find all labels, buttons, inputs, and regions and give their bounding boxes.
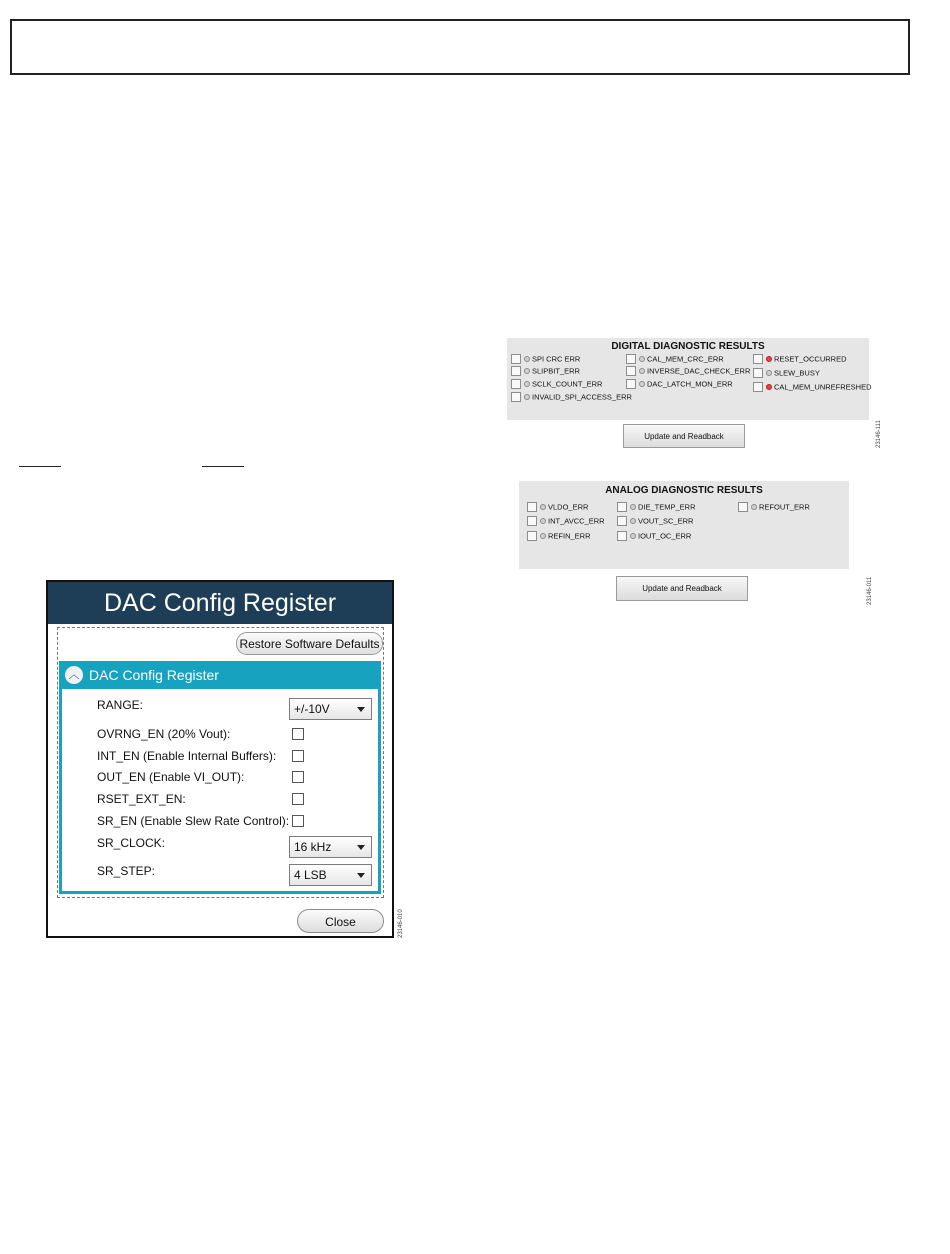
section-header[interactable] — [59, 661, 381, 689]
sr-step-select[interactable] — [289, 864, 372, 886]
overbar-line — [19, 466, 61, 467]
analog-update-readback-button[interactable]: Update and Readback — [616, 576, 748, 601]
status-led-icon — [540, 533, 546, 539]
status-led-icon — [540, 504, 546, 510]
out-en-checkbox[interactable] — [292, 771, 304, 783]
digital-diagnostics-panel — [507, 338, 872, 420]
analog-diagnostics-panel — [519, 481, 849, 569]
close-button[interactable]: Close — [297, 909, 384, 933]
range-value: +/-10V — [294, 702, 330, 716]
digital-diag-label: SLIPBIT_ERR — [532, 366, 580, 376]
status-led-icon — [639, 381, 645, 387]
config-section — [59, 661, 381, 894]
sr-clock-select[interactable] — [289, 836, 372, 858]
analog-diag-item — [738, 502, 810, 512]
digital-update-readback-button[interactable]: Update and Readback — [623, 424, 745, 448]
digital-diag-label: INVERSE_DAC_CHECK_ERR — [647, 366, 751, 376]
analog-diag-label: DIE_TEMP_ERR — [638, 502, 696, 512]
status-led-icon — [766, 384, 772, 390]
out-en-label: OUT_EN (Enable VI_OUT): — [97, 770, 245, 784]
digital-diag-item — [626, 354, 724, 364]
overbar-line — [202, 466, 244, 467]
digital-diag-checkbox[interactable] — [753, 382, 763, 392]
status-led-icon — [639, 356, 645, 362]
analog-diag-item — [617, 502, 696, 512]
status-led-icon — [630, 504, 636, 510]
status-led-icon — [524, 381, 530, 387]
dropdown-arrow-icon — [357, 845, 365, 850]
digital-diag-checkbox[interactable] — [511, 366, 521, 376]
digital-diag-label: CAL_MEM_CRC_ERR — [647, 354, 724, 364]
digital-diag-checkbox[interactable] — [511, 379, 521, 389]
ovrng-checkbox[interactable] — [292, 728, 304, 740]
analog-diag-checkbox[interactable] — [527, 516, 537, 526]
analog-diag-item — [527, 516, 605, 526]
digital-diag-item — [511, 392, 632, 402]
analog-diag-label: INT_AVCC_ERR — [548, 516, 605, 526]
analog-diag-checkbox[interactable] — [617, 531, 627, 541]
figure-id: 23146-111 — [876, 420, 882, 448]
analog-diag-label: IOUT_OC_ERR — [638, 531, 692, 541]
range-label: RANGE: — [97, 698, 144, 712]
digital-diag-item — [511, 366, 580, 376]
rset-checkbox[interactable] — [292, 793, 304, 805]
sr-en-checkbox[interactable] — [292, 815, 304, 827]
digital-diag-label: DAC_LATCH_MON_ERR — [647, 379, 733, 389]
analog-diag-checkbox[interactable] — [617, 502, 627, 512]
analog-diag-checkbox[interactable] — [617, 516, 627, 526]
analog-diag-label: REFIN_ERR — [548, 531, 591, 541]
status-led-icon — [524, 394, 530, 400]
sr-clock-value: 16 kHz — [294, 840, 332, 854]
analog-diag-label: VOUT_SC_ERR — [638, 516, 694, 526]
digital-diag-item — [626, 379, 733, 389]
digital-diag-item — [753, 382, 872, 392]
analog-diag-label: REFOUT_ERR — [759, 502, 810, 512]
status-led-icon — [524, 368, 530, 374]
digital-diag-label: SPI CRC ERR — [532, 354, 581, 364]
analog-diag-label: VLDO_ERR — [548, 502, 589, 512]
analog-diag-checkbox[interactable] — [738, 502, 748, 512]
digital-diag-checkbox[interactable] — [511, 354, 521, 364]
analog-diag-item — [617, 531, 691, 541]
sr-step-value: 4 LSB — [294, 868, 327, 882]
status-led-icon — [630, 518, 636, 524]
page-header-box — [10, 19, 910, 75]
digital-diag-label: RESET_OCCURRED — [774, 354, 847, 364]
figure-id: 23146-010 — [398, 909, 404, 938]
dialog-content — [57, 627, 384, 898]
sr-en-label: SR_EN (Enable Slew Rate Control): — [97, 814, 290, 828]
sr-step-label: SR_STEP: — [97, 864, 156, 878]
figure-id: 23146-011 — [867, 576, 873, 605]
status-led-icon — [766, 370, 772, 376]
dropdown-arrow-icon — [357, 707, 365, 712]
analog-diag-checkbox[interactable] — [527, 502, 537, 512]
restore-defaults-button[interactable]: Restore Software Defaults — [236, 632, 383, 655]
digital-diag-checkbox[interactable] — [626, 366, 636, 376]
section-title: DAC Config Register — [89, 667, 219, 683]
digital-diag-item — [753, 354, 847, 364]
digital-diag-checkbox[interactable] — [511, 392, 521, 402]
digital-diag-checkbox[interactable] — [753, 368, 763, 378]
ovrng-label: OVRNG_EN (20% Vout): — [97, 727, 231, 741]
digital-panel-title: DIGITAL DIAGNOSTIC RESULTS — [611, 341, 765, 352]
digital-diag-item — [511, 354, 580, 364]
status-led-icon — [751, 504, 757, 510]
digital-diag-label: INVALID_SPI_ACCESS_ERR — [532, 392, 632, 402]
analog-diag-checkbox[interactable] — [527, 531, 537, 541]
digital-diag-item — [626, 366, 750, 376]
digital-diag-label: CAL_MEM_UNREFRESHED — [774, 382, 872, 392]
dac-config-dialog — [46, 580, 394, 938]
int-en-label: INT_EN (Enable Internal Buffers): — [97, 749, 277, 763]
dropdown-arrow-icon — [357, 873, 365, 878]
digital-diag-item — [511, 379, 602, 389]
status-led-icon — [639, 368, 645, 374]
digital-diag-label: SLEW_BUSY — [774, 368, 820, 378]
digital-diag-checkbox[interactable] — [753, 354, 763, 364]
int-en-checkbox[interactable] — [292, 750, 304, 762]
digital-diag-item — [753, 368, 820, 378]
analog-diag-item — [527, 502, 588, 512]
digital-diag-checkbox[interactable] — [626, 354, 636, 364]
status-led-icon — [630, 533, 636, 539]
digital-diag-label: SCLK_COUNT_ERR — [532, 379, 603, 389]
analog-diag-item — [527, 531, 591, 541]
status-led-icon — [766, 356, 772, 362]
analog-diag-item — [617, 516, 693, 526]
dialog-title: DAC Config Register — [48, 582, 392, 624]
sr-clock-label: SR_CLOCK: — [97, 836, 166, 850]
digital-diag-checkbox[interactable] — [626, 379, 636, 389]
rset-label: RSET_EXT_EN: — [97, 792, 186, 806]
status-led-icon — [524, 356, 530, 362]
analog-panel-title: ANALOG DIAGNOSTIC RESULTS — [605, 485, 763, 496]
status-led-icon — [540, 518, 546, 524]
range-select[interactable] — [289, 698, 372, 720]
collapse-chevron-icon[interactable]: ︿ — [65, 666, 83, 684]
